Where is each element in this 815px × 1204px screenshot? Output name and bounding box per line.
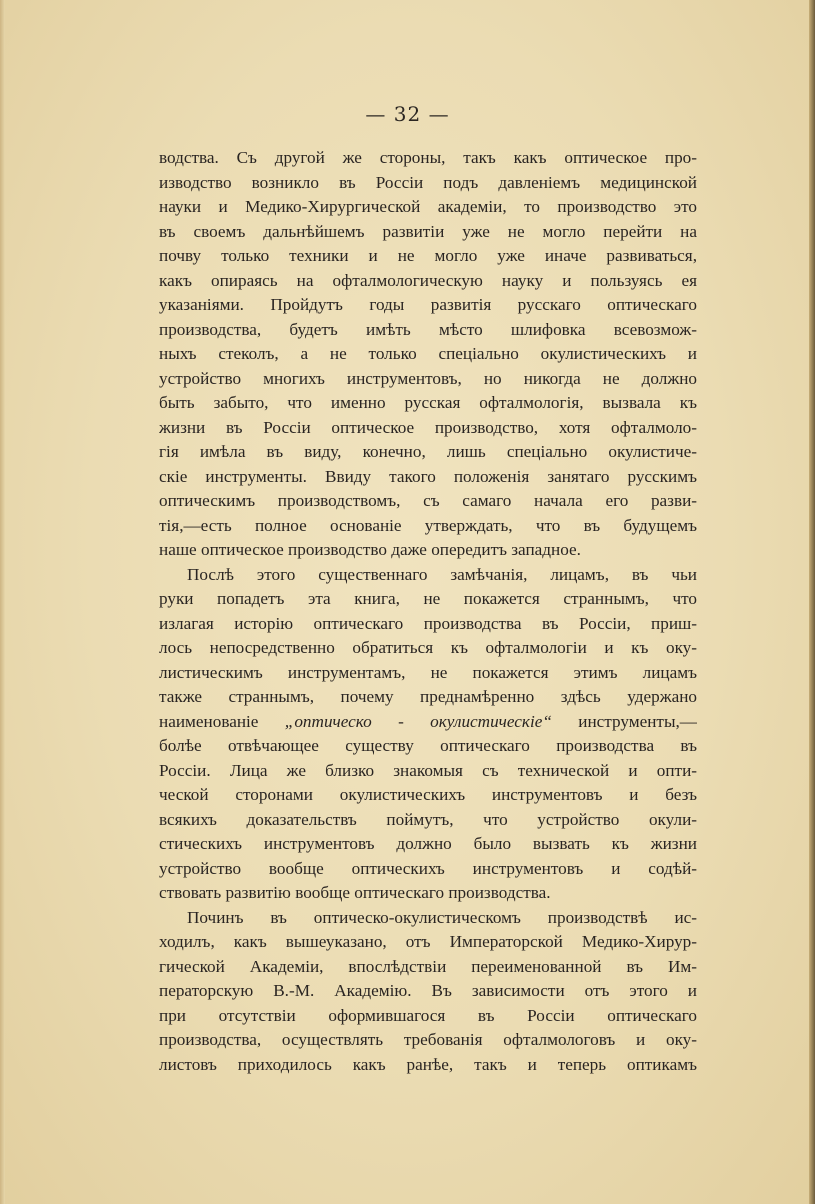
text-line: ныхъ стеколъ, а не только спеціально окулистическихъ и — [159, 344, 697, 363]
text-line: почву только техники и не могло уже иначе развиваться, — [159, 246, 697, 265]
text-line: науки и Медико-Хирургической академіи, то производство это — [159, 197, 697, 216]
text-line: изводство возникло въ Россіи подъ давленіемъ медицинской — [159, 172, 697, 192]
text-line: какъ опираясь на офталмологическую науку и пользуясь ея — [159, 270, 697, 290]
text-line: лось непосредственно обратиться къ офталмологіи и къ оку- — [159, 638, 697, 657]
text-line: быть забыто, что именно русская офталмологія, вызвала къ — [159, 393, 697, 412]
text-line: ператорскую В.-М. Академію. Въ зависимости отъ этого и — [159, 981, 697, 1000]
text-line: производства, будетъ имѣть мѣсто шлифовка всевозмож- — [159, 319, 697, 339]
text-line: болѣе отвѣчающее существу оптическаго производства въ — [159, 736, 697, 755]
text-line: руки попадетъ эта книга, не покажется страннымъ, что — [159, 589, 697, 608]
page-number: — 32 — — [365, 102, 450, 126]
page-edge-left — [0, 0, 5, 1204]
text-line: Починъ въ оптическо-окулистическомъ производствѣ ис- — [187, 907, 697, 927]
text-line: Послѣ этого существеннаго замѣчанія, лицамъ, въ чьи — [187, 564, 697, 584]
text-line: гической Академіи, впослѣдствіи переименованной въ Им- — [159, 956, 697, 976]
text-line: всякихъ доказательствъ поймутъ, что устройство окули- — [159, 809, 697, 829]
text-line: Россіи. Лица же близко знакомыя съ технической и опти- — [159, 760, 697, 780]
text-line: стическихъ инструментовъ должно было вызвать къ жизни — [159, 834, 697, 853]
text-line: въ своемъ дальнѣйшемъ развитіи уже не могло перейти на — [159, 221, 697, 241]
text-line: листовъ приходилось какъ ранѣе, такъ и теперь оптикамъ — [159, 1054, 697, 1074]
text-line: также страннымъ, почему преднамѣренно здѣсь удержано — [159, 687, 697, 706]
text-line: устройство многихъ инструментовъ, но никогда не должно — [159, 368, 697, 388]
text-line: излагая исторію оптическаго производства въ Россіи, приш- — [159, 613, 697, 633]
text-line: водства. Съ другой же стороны, такъ какъ оптическое про- — [159, 148, 697, 167]
text-line: оптическимъ производствомъ, съ самаго начала его разви- — [159, 491, 697, 510]
text-line: наше оптическое производство даже опередитъ западное. — [159, 540, 581, 559]
text-line: производства, осуществлять требованія офталмологовъ и оку- — [159, 1030, 697, 1049]
text-line: гія имѣла въ виду, конечно, лишь спеціально окулистиче- — [159, 442, 697, 461]
text-line: жизни въ Россіи оптическое производство, хотя офталмоло- — [159, 417, 697, 437]
text-line: устройство вообще оптическихъ инструментовъ и содѣй- — [159, 858, 697, 878]
text-line: ходилъ, какъ вышеуказано, отъ Императорской Медико-Хирур- — [159, 932, 697, 951]
text-line: скіе инструменты. Ввиду такого положенія занятаго русскимъ — [159, 466, 697, 486]
text-line: наименованіе „оптическо - окулистическіе“ инструменты,— — [159, 711, 697, 731]
text-line: ческой сторонами окулистическихъ инструментовъ и безъ — [159, 785, 697, 804]
text-line: ствовать развитію вообще оптическаго производства. — [159, 883, 551, 902]
text-line: листическимъ инструментамъ, не покажется этимъ лицамъ — [159, 662, 697, 682]
text-line: указаніями. Пройдутъ годы развитія русскаго оптическаго — [159, 295, 697, 314]
text-line: при отсутствіи оформившагося въ Россіи оптическаго — [159, 1005, 697, 1025]
text-line: тія,—есть полное основаніе утверждать, что въ будущемъ — [159, 515, 697, 535]
body-text — [159, 146, 697, 1077]
page-edge-right — [809, 0, 815, 1204]
